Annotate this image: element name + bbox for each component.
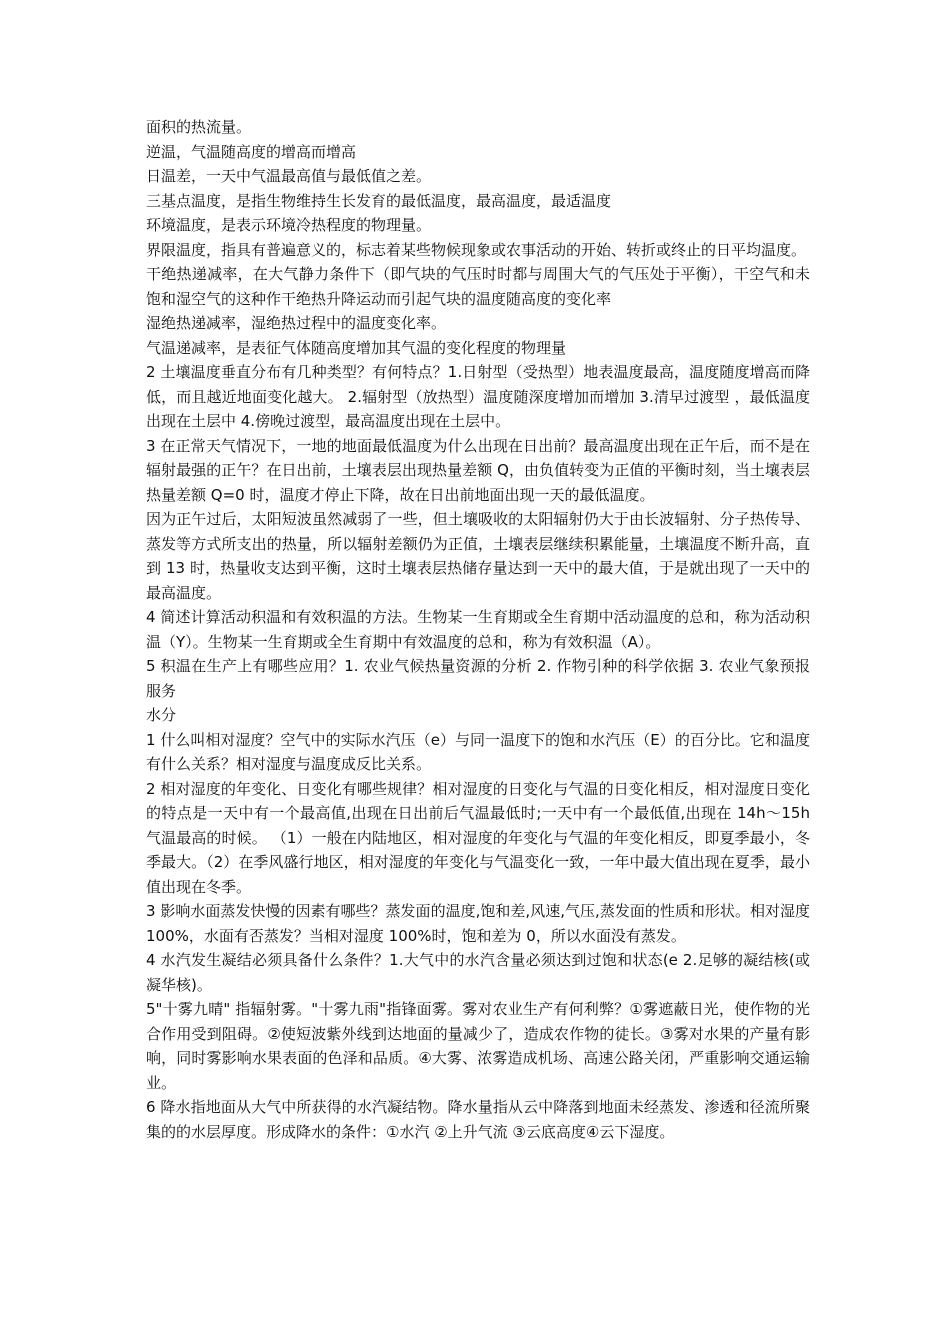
paragraph-dry-adiabatic: 干绝热递减率，在大气静力条件下（即气块的气压时时都与周围大气的气压处于平衡），干空气和未饱和湿空气的这种作干绝热升降运动而引起气块的温度随高度的变化率 [146,265,810,308]
paragraph-environment-temperature: 环境温度，是表示环境冷热程度的物理量。 [146,216,432,234]
paragraph-daily-range: 日温差，一天中气温最高值与最低值之差。 [146,167,432,185]
paragraph-q2-soil-temperature: 2 土壤温度垂直分布有几种类型？有何特点？1.日射型（受热型）地表温度最高，温度随度增高而降低，而且越近地面变化越大。 2.辐射型（放热型）温度随深度增加而增加 3.清早过渡型 ，最低温度出现在土层中 4.傍晚过渡型，最高温度出现在土层中。 [146,363,810,430]
paragraph-q3-min-max: 3 在正常天气情况下，一地的地面最低温度为什么出现在日出前？最高温度出现在正午后，而不是在辐射最强的正午？在日出前，土壤表层出现热量差额 Q，由负值转变为正值的平衡时刻，当土壤表层热量差额 Q=0 时，温度才停止下降，故在日出前地面出现一天的最低温度。 [146,436,810,504]
paragraph-q3-noon: 因为正午过后，太阳短波虽然减弱了一些，但土壤吸收的太阳辐射仍大于由长波辐射、分子热传导、蒸发等方式所支出的热量，所以辐射差额仍为正值，土壤表层继续积累能量，土壤温度不断升高，直到 13 时，热量收支达到平衡，这时土壤表层热储存量达到一天中的最大值，于是就出现了一天中的最高温度。 [146,510,810,602]
paragraph-cardinal-temperatures: 三基点温度，是指生物维持生长发育的最低温度，最高温度，最适温度 [146,191,612,210]
paragraph-wet-adiabatic: 湿绝热递减率，湿绝热过程中的温度变化率。 [146,314,447,332]
paragraph-evaporation: 3 影响水面蒸发快慢的因素有哪些？蒸发面的温度,饱和差,风速,气压,蒸发面的性质和形状。相对湿度 100%，水面有否蒸发？当相对湿度 100%时，饱和差为 0，所以水面没有蒸发。 [146,902,810,945]
paragraph-condensation: 4 水汽发生凝结必须具备什么条件？1.大气中的水汽含量必须达到过饱和状态(e 2.足够的凝结核(或凝华核)。 [146,951,810,994]
paragraph-humidity-variation: 2 相对湿度的年变化、日变化有哪些规律？相对湿度的日变化与气温的日变化相反，相对湿度日变化的特点是一天中有一个最高值,出现在日出前后气温最低时;一天中有一个最低值,出现在 14h～15h 气温最高的时候。 （1）一般在内陆地区，相对湿度的年变化与气温的年变化相反，即夏季最小，冬季最大。（2）在季风盛行地区，相对湿度的年变化与气温变化一致，一年中最大值出现在夏季，最小值出现在冬季。 [146,779,810,896]
paragraph-fog: 5"十雾九晴" 指辐射雾。"十雾九雨"指锋面雾。雾对农业生产有何利弊？①雾遮蔽日光，使作物的光合作用受到阻碍。②使短波紫外线到达地面的量减少了，造成农作物的徒长。③雾对水果的产量有影响，同时雾影响水果表面的色泽和品质。④大雾、浓雾造成机场、高速公路关闭，严重影响交通运输业。 [146,1000,810,1092]
paragraph-threshold-temperature: 界限温度，指具有普遍意义的，标志着某些物候现象或农事活动的开始、转折或终止的日平均温度。 [146,240,807,259]
paragraph-lapse-rate: 气温递减率，是表征气体随高度增加其气温的变化程度的物理量 [146,338,567,357]
paragraph-q5-applications: 5 积温在生产上有哪些应用？1. 农业气候热量资源的分析 2. 作物引种的科学依据 3. 农业气象预报服务 [146,657,810,700]
paragraph-inversion: 逆温，气温随高度的增高而增高 [146,142,357,161]
paragraph-heat-flux: 面积的热流量。 [146,118,252,136]
document-body [146,115,810,1144]
paragraph-precipitation: 6 降水指地面从大气中所获得的水汽凝结物。降水量指从云中降落到地面未经蒸发、渗透和径流所聚集的的水层厚度。形成降水的条件：①水汽 ②上升气流 ③云底高度④云下湿度。 [146,1098,810,1141]
section-heading-water: 水分 [146,706,177,724]
paragraph-relative-humidity: 1 什么叫相对湿度？空气中的实际水汽压（e）与同一温度下的饱和水汽压（E）的百分比。它和温度有什么关系？相对湿度与温度成反比关系。 [146,730,810,773]
paragraph-q4-accumulated-temperature: 4 简述计算活动积温和有效积温的方法。生物某一生育期或全生育期中活动温度的总和，称为活动积温（Y）。生物某一生育期或全生育期中有效温度的总和，称为有效积温（A）。 [146,608,810,651]
